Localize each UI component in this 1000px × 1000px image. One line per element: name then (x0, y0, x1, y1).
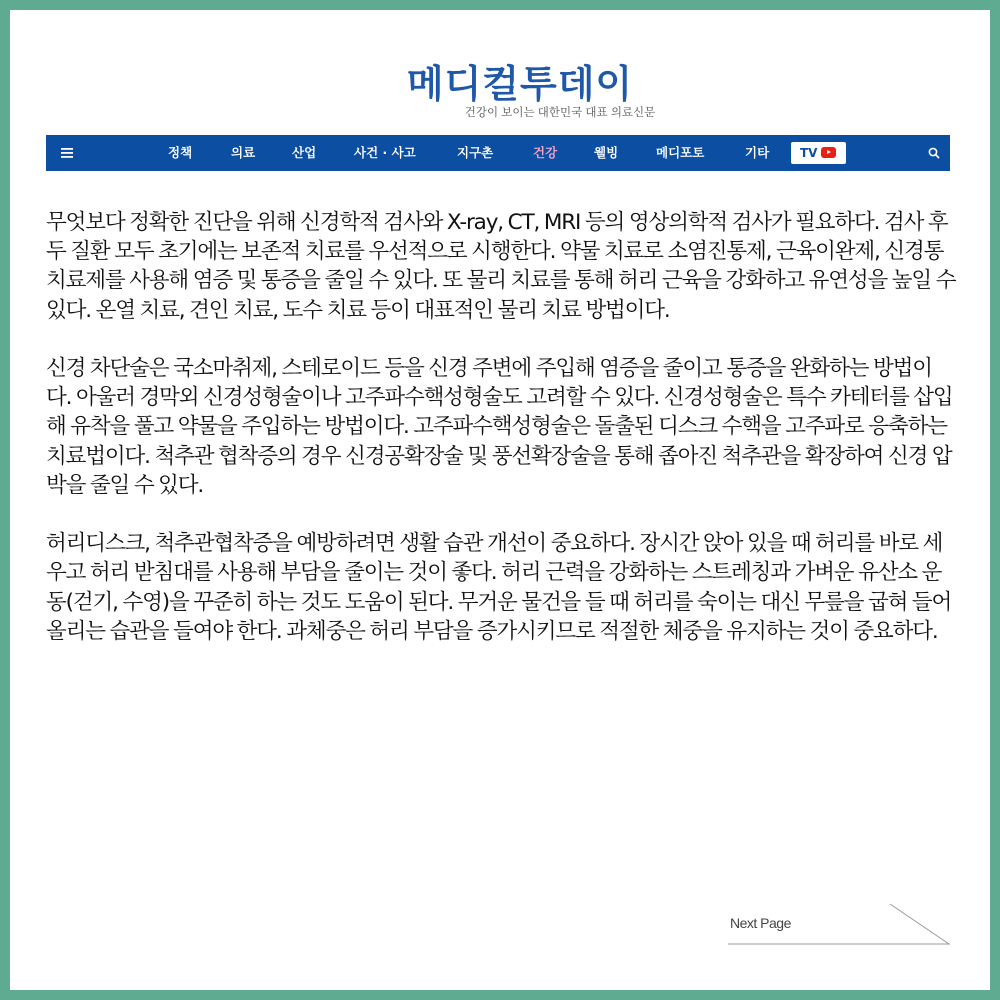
nav-item-health[interactable]: 건강 (533, 145, 558, 160)
nav-item-mediphoto[interactable]: 메디포토 (656, 145, 705, 160)
site-logo[interactable] (10, 62, 990, 120)
next-page-label: Next Page (730, 915, 791, 931)
nav-item-wellbeing[interactable]: 웰빙 (594, 145, 619, 160)
main-nav (46, 135, 950, 171)
youtube-icon (821, 147, 836, 158)
article-paragraph: 무엇보다 정확한 진단을 위해 신경학적 검사와 X-ray, CT, MRI 등의 영상의학적 검사가 필요하다. 검사 후 두 질환 모두 초기에는 보존적 치료를 우선적으로 시행한다. 약물 치료로 소염진통제, 근육이완제, 신경통 치료제를 사용해 염증 및 통증을 줄일 수 있다. 또 물리 치료를 통해 허리 근육을 강화하고 유연성을 높일 수 있다. 온열 치료, 견인 치료, 도수 치료 등이 대표적인 물리 치료 방법이다. (46, 210, 956, 323)
logo-title[interactable]: 메디컬투데이 (406, 62, 634, 106)
article-body (46, 208, 956, 675)
nav-item-policy[interactable]: 정책 (168, 145, 193, 160)
nav-item-etc[interactable]: 기타 (745, 145, 770, 160)
nav-item-incidents[interactable]: 사건 · 사고 (354, 145, 416, 160)
nav-item-industry[interactable]: 산업 (292, 145, 317, 160)
nav-item-global[interactable]: 지구촌 (457, 145, 494, 160)
search-icon[interactable] (924, 143, 944, 163)
tv-label: TV (800, 146, 818, 160)
nav-item-medical[interactable]: 의료 (231, 145, 256, 160)
next-page-link[interactable] (728, 890, 950, 946)
page-frame (10, 10, 990, 990)
article-paragraph: 신경 차단술은 국소마취제, 스테로이드 등을 신경 주변에 주입해 염증을 줄이고 통증을 완화하는 방법이다. 아울러 경막외 신경성형술이나 고주파수핵성형술도 고려할 수 있다. 신경성형술은 특수 카테터를 삽입해 유착을 풀고 약물을 주입하는 방법이다. 고주파수핵성형술은 돌출된 디스크 수핵을 고주파로 응축하는 치료법이다. 척추관 협착증의 경우 신경공확장술 및 풍선확장술을 통해 좁아진 척추관을 확장하여 신경 압박을 줄일 수 있다. (46, 356, 953, 498)
article-paragraph: 허리디스크, 척추관협착증을 예방하려면 생활 습관 개선이 중요하다. 장시간 앉아 있을 때 허리를 바로 세우고 허리 받침대를 사용해 부담을 줄이는 것이 좋다. 허리 근력을 강화하는 스트레칭과 가벼운 유산소 운동(걷기, 수영)을 꾸준히 하는 것도 도움이 된다. 무거운 물건을 들 때 허리를 숙이는 대신 무릎을 굽혀 들어 올리는 습관을 들여야 한다. 과체중은 허리 부담을 증가시키므로 적절한 체중을 유지하는 것이 중요하다. (46, 531, 952, 644)
logo-subtitle: 건강이 보이는 대한민국 대표 의료신문 (464, 107, 656, 119)
tv-button[interactable] (791, 142, 846, 164)
